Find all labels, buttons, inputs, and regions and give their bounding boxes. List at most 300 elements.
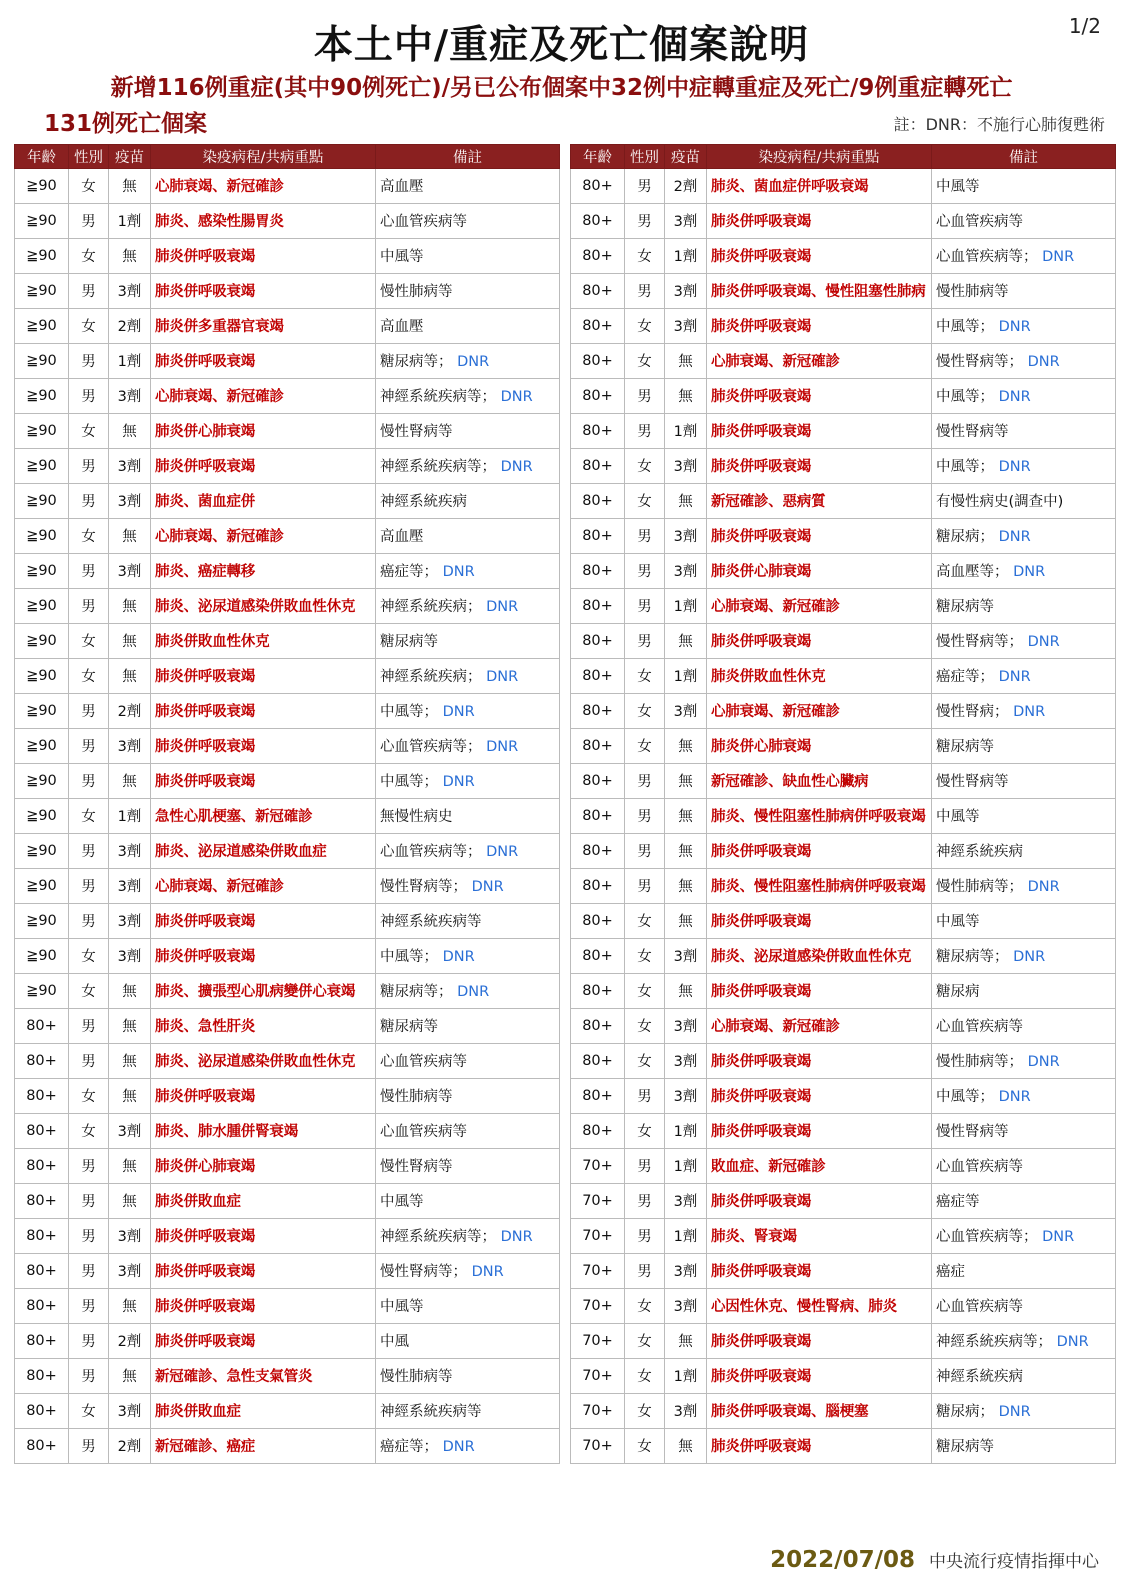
cell-course: 肺炎併呼吸衰竭 — [151, 1323, 376, 1358]
cell-age: 80+ — [571, 658, 625, 693]
cell-age: 70+ — [571, 1428, 625, 1463]
cell-age: 80+ — [15, 1183, 69, 1218]
left-case-table — [14, 144, 560, 1464]
cell-note — [932, 623, 1116, 658]
note-text: 神經系統疾病 — [936, 1369, 1023, 1386]
cell-sex: 女 — [625, 1008, 665, 1043]
cell-vaccine: 無 — [665, 798, 707, 833]
cell-note — [932, 413, 1116, 448]
cell-sex: 男 — [625, 1218, 665, 1253]
note-text: 高血壓 — [380, 319, 424, 336]
cell-sex: 男 — [625, 1078, 665, 1113]
cell-course: 心肺衰竭、新冠確診 — [707, 693, 932, 728]
note-text: 中風等 — [936, 809, 980, 826]
note-text: 神經系統疾病等 — [380, 914, 482, 931]
cell-course: 肺炎、泌尿道感染併敗血性休克 — [151, 1043, 376, 1078]
dnr-badge: DNR — [994, 459, 1031, 476]
table-row — [15, 623, 560, 658]
note-text: 神經系統疾病； — [380, 669, 482, 686]
cell-note — [376, 308, 560, 343]
cell-course: 肺炎、慢性阻塞性肺病併呼吸衰竭 — [707, 868, 932, 903]
cell-course: 肺炎併多重器官衰竭 — [151, 308, 376, 343]
cell-course: 肺炎、感染性腸胃炎 — [151, 203, 376, 238]
cell-course: 肺炎併呼吸衰竭 — [707, 378, 932, 413]
cell-course: 肺炎、肺水腫併腎衰竭 — [151, 1113, 376, 1148]
cell-sex: 女 — [625, 343, 665, 378]
cell-note — [376, 693, 560, 728]
table-row — [15, 1218, 560, 1253]
note-text: 神經系統疾病等； — [380, 1229, 496, 1246]
table-row — [15, 238, 560, 273]
cell-vaccine: 無 — [109, 238, 151, 273]
cell-age: 80+ — [571, 413, 625, 448]
cell-course: 肺炎併呼吸衰竭 — [707, 1113, 932, 1148]
cell-note — [376, 483, 560, 518]
cell-age: ≧90 — [15, 273, 69, 308]
cell-course: 心肺衰竭、新冠確診 — [151, 868, 376, 903]
table-row — [571, 973, 1116, 1008]
dnr-badge: DNR — [438, 564, 475, 581]
dnr-badge: DNR — [467, 879, 504, 896]
cell-note — [932, 1078, 1116, 1113]
table-row — [571, 1288, 1116, 1323]
cell-note — [932, 308, 1116, 343]
dnr-badge: DNR — [1023, 879, 1060, 896]
cell-note — [376, 448, 560, 483]
table-row — [15, 1253, 560, 1288]
cell-note — [932, 1323, 1116, 1358]
col-course: 染疫病程/共病重點 — [707, 144, 932, 168]
cell-note — [376, 623, 560, 658]
dnr-badge: DNR — [438, 704, 475, 721]
cell-sex: 男 — [69, 1008, 109, 1043]
cell-sex: 男 — [625, 1253, 665, 1288]
cell-vaccine: 無 — [109, 973, 151, 1008]
note-text: 中風等； — [936, 389, 994, 406]
cell-vaccine: 3劑 — [109, 1253, 151, 1288]
cell-vaccine: 3劑 — [109, 378, 151, 413]
cell-age: ≧90 — [15, 448, 69, 483]
cell-note — [932, 728, 1116, 763]
cell-note — [932, 658, 1116, 693]
cell-age: 80+ — [571, 483, 625, 518]
table-row — [15, 658, 560, 693]
cell-course: 肺炎併呼吸衰竭 — [707, 308, 932, 343]
note-text: 心血管疾病等 — [380, 214, 467, 231]
cell-vaccine: 無 — [109, 1078, 151, 1113]
cell-age: 80+ — [571, 833, 625, 868]
right-case-table — [570, 144, 1116, 1464]
dnr-badge: DNR — [496, 459, 533, 476]
cell-vaccine: 3劑 — [109, 273, 151, 308]
cell-note — [376, 1008, 560, 1043]
cell-sex: 男 — [69, 1358, 109, 1393]
cell-note — [932, 1393, 1116, 1428]
note-text: 中風等 — [380, 249, 424, 266]
cell-vaccine: 無 — [109, 1183, 151, 1218]
note-text: 心血管疾病等； — [936, 1229, 1038, 1246]
cell-note — [932, 1183, 1116, 1218]
cell-sex: 男 — [625, 588, 665, 623]
table-row — [571, 903, 1116, 938]
cell-sex: 女 — [625, 1113, 665, 1148]
table-row — [571, 588, 1116, 623]
table-row — [15, 798, 560, 833]
cell-age: 70+ — [571, 1393, 625, 1428]
note-text: 神經系統疾病等 — [380, 1404, 482, 1421]
cell-vaccine: 3劑 — [665, 553, 707, 588]
cell-sex: 男 — [69, 693, 109, 728]
cell-note — [376, 413, 560, 448]
cell-age: ≧90 — [15, 623, 69, 658]
table-row — [571, 1043, 1116, 1078]
cell-vaccine: 1劑 — [665, 1148, 707, 1183]
cell-sex: 女 — [69, 973, 109, 1008]
cell-sex: 女 — [625, 1428, 665, 1463]
table-row — [15, 763, 560, 798]
cell-note — [376, 588, 560, 623]
dnr-badge: DNR — [1008, 564, 1046, 581]
cell-sex: 女 — [625, 448, 665, 483]
cell-sex: 男 — [625, 833, 665, 868]
cell-note — [932, 1358, 1116, 1393]
cell-age: 80+ — [571, 798, 625, 833]
cell-course: 肺炎併呼吸衰竭 — [707, 518, 932, 553]
note-text: 慢性肺病等； — [936, 879, 1023, 896]
col-sex: 性別 — [625, 144, 665, 168]
cell-note — [932, 938, 1116, 973]
note-text: 心血管疾病等 — [936, 1159, 1023, 1176]
subtitle-line1: 新增116例重症(其中90例死亡)/另已公布個案中32例中症轉重症及死亡/9例重症轉死亡 — [110, 75, 1013, 101]
cell-sex: 男 — [69, 763, 109, 798]
cell-course: 肺炎併呼吸衰竭 — [151, 238, 376, 273]
cell-sex: 男 — [625, 1148, 665, 1183]
cell-course: 肺炎併呼吸衰竭 — [151, 1253, 376, 1288]
table-row — [15, 168, 560, 203]
cell-vaccine: 1劑 — [109, 798, 151, 833]
table-row — [571, 203, 1116, 238]
note-text: 高血壓 — [380, 529, 424, 546]
cell-age: 80+ — [571, 448, 625, 483]
table-row — [571, 938, 1116, 973]
note-text: 中風等； — [380, 704, 438, 721]
table-row — [571, 1323, 1116, 1358]
table-row — [15, 378, 560, 413]
dnr-badge: DNR — [1023, 634, 1060, 651]
table-row — [15, 693, 560, 728]
dnr-badge: DNR — [438, 949, 475, 966]
cell-sex: 女 — [625, 938, 665, 973]
cell-age: 80+ — [571, 378, 625, 413]
cell-course: 新冠確診、惡病質 — [707, 483, 932, 518]
cell-vaccine: 1劑 — [665, 1358, 707, 1393]
note-text: 慢性腎病等 — [936, 1124, 1009, 1141]
note-text: 糖尿病； — [936, 529, 994, 546]
cell-vaccine: 無 — [109, 1043, 151, 1078]
table-row — [571, 378, 1116, 413]
cell-note — [376, 1113, 560, 1148]
note-text: 心血管疾病等； — [380, 739, 482, 756]
dnr-badge: DNR — [994, 1404, 1031, 1421]
dnr-badge: DNR — [1037, 1229, 1075, 1246]
cell-note — [376, 903, 560, 938]
footer — [770, 1547, 1099, 1573]
cell-note — [932, 868, 1116, 903]
table-row — [571, 1113, 1116, 1148]
note-text: 慢性肺病等； — [936, 1054, 1023, 1071]
cell-age: 80+ — [571, 728, 625, 763]
col-vaccine: 疫苗 — [665, 144, 707, 168]
note-text: 慢性肺病等 — [380, 1089, 453, 1106]
cell-vaccine: 3劑 — [665, 938, 707, 973]
cell-vaccine: 3劑 — [109, 483, 151, 518]
note-text: 糖尿病 — [936, 984, 980, 1001]
cell-note — [932, 343, 1116, 378]
cell-vaccine: 無 — [109, 413, 151, 448]
cell-vaccine: 3劑 — [109, 553, 151, 588]
cell-vaccine: 無 — [109, 658, 151, 693]
cell-course: 心肺衰竭、新冠確診 — [707, 343, 932, 378]
table-row — [571, 343, 1116, 378]
cell-age: ≧90 — [15, 168, 69, 203]
col-note: 備註 — [932, 144, 1116, 168]
cell-sex: 男 — [69, 903, 109, 938]
cell-course: 急性心肌梗塞、新冠確診 — [151, 798, 376, 833]
cell-sex: 男 — [69, 728, 109, 763]
note-text: 神經系統疾病 — [936, 844, 1023, 861]
cell-course: 肺炎併呼吸衰竭 — [707, 1078, 932, 1113]
cell-sex: 男 — [625, 623, 665, 658]
cell-course: 肺炎、泌尿道感染併敗血症 — [151, 833, 376, 868]
table-header-row — [571, 144, 1116, 168]
cell-vaccine: 無 — [665, 1323, 707, 1358]
cell-age: ≧90 — [15, 518, 69, 553]
note-text: 無慢性病史 — [380, 809, 453, 826]
cell-sex: 男 — [69, 553, 109, 588]
cell-sex: 男 — [625, 518, 665, 553]
note-text: 慢性腎病； — [936, 704, 1009, 721]
cell-age: 80+ — [571, 203, 625, 238]
dnr-badge: DNR — [438, 1439, 475, 1456]
cell-vaccine: 3劑 — [109, 868, 151, 903]
cell-vaccine: 1劑 — [665, 588, 707, 623]
cell-vaccine: 1劑 — [109, 203, 151, 238]
note-text: 糖尿病等 — [936, 1439, 994, 1456]
table-row — [571, 553, 1116, 588]
table-row — [571, 868, 1116, 903]
cell-note — [932, 203, 1116, 238]
cell-note — [376, 1288, 560, 1323]
col-sex: 性別 — [69, 144, 109, 168]
cell-sex: 女 — [625, 238, 665, 273]
dnr-badge: DNR — [994, 389, 1031, 406]
cell-age: 80+ — [571, 938, 625, 973]
cell-vaccine: 3劑 — [665, 308, 707, 343]
note-text: 中風等 — [380, 1299, 424, 1316]
table-row — [15, 1113, 560, 1148]
cell-course: 肺炎併呼吸衰竭 — [151, 448, 376, 483]
cell-note — [376, 1393, 560, 1428]
cell-age: 80+ — [571, 623, 625, 658]
cell-sex: 女 — [625, 1043, 665, 1078]
table-row — [571, 798, 1116, 833]
cell-course: 肺炎併呼吸衰竭 — [707, 903, 932, 938]
note-text: 慢性腎病等； — [936, 634, 1023, 651]
subtitle-row — [44, 105, 1105, 138]
table-row — [15, 728, 560, 763]
table-row — [15, 1288, 560, 1323]
cell-vaccine: 無 — [109, 1148, 151, 1183]
table-row — [571, 1253, 1116, 1288]
table-row — [571, 763, 1116, 798]
table-row — [15, 833, 560, 868]
cell-sex: 女 — [69, 168, 109, 203]
cell-course: 心肺衰竭、新冠確診 — [707, 588, 932, 623]
tables-container — [14, 144, 1109, 1464]
cell-age: 70+ — [571, 1253, 625, 1288]
cell-note — [376, 1043, 560, 1078]
cell-age: 80+ — [15, 1428, 69, 1463]
note-text: 糖尿病等 — [380, 634, 438, 651]
cell-age: 80+ — [15, 1113, 69, 1148]
cell-note — [376, 658, 560, 693]
cell-age: 80+ — [571, 868, 625, 903]
cell-sex: 男 — [625, 553, 665, 588]
dnr-badge: DNR — [1008, 704, 1046, 721]
note-text: 糖尿病等 — [936, 739, 994, 756]
table-row — [15, 553, 560, 588]
cell-sex: 女 — [69, 658, 109, 693]
table-row — [571, 1393, 1116, 1428]
table-row — [571, 623, 1116, 658]
cell-vaccine: 3劑 — [665, 1288, 707, 1323]
cell-age: 80+ — [571, 763, 625, 798]
cell-sex: 男 — [69, 833, 109, 868]
cell-course: 肺炎、急性肝炎 — [151, 1008, 376, 1043]
cell-vaccine: 無 — [665, 763, 707, 798]
cell-note — [376, 553, 560, 588]
note-text: 慢性腎病等 — [936, 774, 1009, 791]
cell-note — [932, 238, 1116, 273]
table-row — [15, 903, 560, 938]
cell-age: ≧90 — [15, 868, 69, 903]
cell-sex: 女 — [625, 728, 665, 763]
cell-course: 肺炎、癌症轉移 — [151, 553, 376, 588]
cell-sex: 女 — [69, 238, 109, 273]
cell-note — [376, 1183, 560, 1218]
note-text: 糖尿病等； — [380, 984, 453, 1001]
cell-age: 70+ — [571, 1288, 625, 1323]
cell-vaccine: 3劑 — [665, 448, 707, 483]
dnr-badge: DNR — [481, 669, 519, 686]
note-text: 心血管疾病等 — [380, 1124, 467, 1141]
table-row — [15, 868, 560, 903]
cell-course: 心肺衰竭、新冠確診 — [151, 518, 376, 553]
cell-sex: 女 — [625, 1358, 665, 1393]
note-text: 慢性肺病等 — [936, 284, 1009, 301]
cell-vaccine: 無 — [665, 728, 707, 763]
note-text: 慢性肺病等 — [380, 1369, 453, 1386]
table-row — [571, 448, 1116, 483]
cell-sex: 女 — [625, 903, 665, 938]
cell-note — [376, 1323, 560, 1358]
col-note: 備註 — [376, 144, 560, 168]
cell-age: 80+ — [571, 553, 625, 588]
cell-sex: 女 — [69, 1113, 109, 1148]
cell-vaccine: 3劑 — [109, 448, 151, 483]
cell-note — [376, 1358, 560, 1393]
note-text: 神經系統疾病； — [380, 599, 482, 616]
cell-vaccine: 1劑 — [109, 343, 151, 378]
cell-vaccine: 無 — [109, 763, 151, 798]
cell-course: 肺炎併呼吸衰竭 — [151, 1218, 376, 1253]
left-table-body — [15, 168, 560, 1463]
cell-age: 70+ — [571, 1323, 625, 1358]
table-row — [571, 1218, 1116, 1253]
cell-vaccine: 3劑 — [109, 1393, 151, 1428]
cell-course: 肺炎併呼吸衰竭 — [151, 938, 376, 973]
cell-sex: 男 — [69, 448, 109, 483]
note-text: 癌症等 — [936, 1194, 980, 1211]
cell-age: 80+ — [571, 588, 625, 623]
cell-note — [376, 273, 560, 308]
cell-sex: 男 — [625, 413, 665, 448]
cell-course: 新冠確診、癌症 — [151, 1428, 376, 1463]
cell-age: ≧90 — [15, 798, 69, 833]
table-row — [15, 1043, 560, 1078]
cell-sex: 男 — [69, 1253, 109, 1288]
table-row — [15, 413, 560, 448]
cell-age: 80+ — [15, 1148, 69, 1183]
table-row — [15, 1393, 560, 1428]
cell-sex: 女 — [69, 938, 109, 973]
cell-note — [376, 1218, 560, 1253]
cell-vaccine: 無 — [109, 1358, 151, 1393]
cell-sex: 男 — [69, 1043, 109, 1078]
cell-vaccine: 無 — [109, 518, 151, 553]
cell-age: 80+ — [571, 903, 625, 938]
cell-note — [932, 1148, 1116, 1183]
cell-sex: 女 — [625, 658, 665, 693]
cell-vaccine: 1劑 — [665, 1113, 707, 1148]
note-text: 有慢性病史(調查中) — [936, 494, 1064, 511]
dnr-badge: DNR — [1023, 1054, 1060, 1071]
note-text: 神經系統疾病等； — [380, 459, 496, 476]
cell-vaccine: 1劑 — [665, 238, 707, 273]
cell-course: 肺炎併呼吸衰竭 — [707, 1253, 932, 1288]
cell-vaccine: 無 — [665, 623, 707, 658]
cell-note — [376, 938, 560, 973]
cell-age: 80+ — [15, 1218, 69, 1253]
note-text: 慢性腎病等； — [380, 879, 467, 896]
cell-course: 肺炎併呼吸衰竭 — [151, 693, 376, 728]
cell-note — [932, 763, 1116, 798]
note-text: 慢性腎病等； — [936, 354, 1023, 371]
right-table-body — [571, 168, 1116, 1463]
cell-course: 肺炎併敗血性休克 — [151, 623, 376, 658]
cell-note — [932, 1113, 1116, 1148]
cell-vaccine: 1劑 — [665, 413, 707, 448]
cell-vaccine: 無 — [109, 168, 151, 203]
cell-note — [932, 1043, 1116, 1078]
cell-age: 80+ — [571, 308, 625, 343]
table-row — [571, 658, 1116, 693]
page-title: 本土中/重症及死亡個案說明 — [313, 23, 810, 68]
cell-note — [376, 238, 560, 273]
note-text: 慢性腎病等 — [380, 1159, 453, 1176]
cell-note — [376, 1428, 560, 1463]
table-row — [571, 1148, 1116, 1183]
